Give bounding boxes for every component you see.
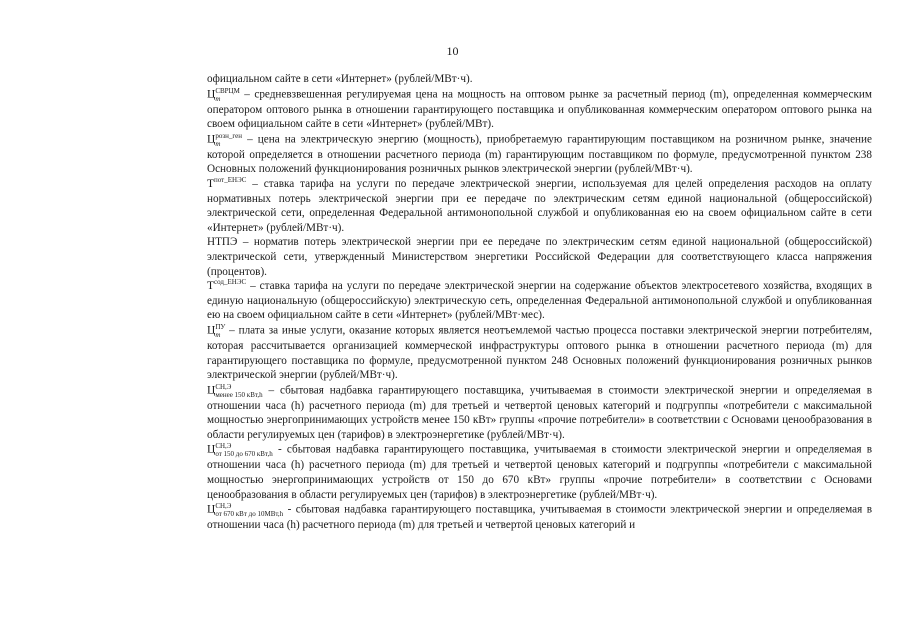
definition-text: – плата за иные услуги, оказание которых является неотъемлемой частью процесса поставки электрической энергии потребителям, которая рассчитывается организацией коммерческой инфраструктуры оптового рынка в отношении расчетного периода (m) для гарантирующего поставщика по формуле, предусмотренной пунктом 248 Основных положений функционирования розничных рынков электрической энергии (рублей/МВт·ч). <box>207 324 872 382</box>
definition-text: – средневзвешенная регулируемая цена на мощность на оптовом рынке за расчетный период (m), определенная коммерческим оператором оптового рынка в отношении гарантирующего поставщика и опубликованная коммерческим оператором оптового рынка на своем официальном сайте в сети «Интернет» (рублей/МВт). <box>207 88 872 131</box>
symbol-svrcm: Ц СВРЦМ m <box>207 86 240 103</box>
definition-text: – ставка тарифа на услуги по передаче электрической энергии, используемая для целей определения расходов на оплату нормативных потерь электрической энергии при ее передаче по электрическим сетям единой национальной (общероссийской) электрической сети, определенная Федеральной антимонопольной службой и опубликованная ею на своем официальном сайте в сети «Интернет» (рублей/МВт·ч). <box>207 177 872 234</box>
definition-rozn-gen <box>207 132 872 177</box>
definition-sn-under-150 <box>207 383 872 443</box>
intro-line: официальном сайте в сети «Интернет» (рублей/МВт·ч). <box>207 73 473 85</box>
definition-sn-670-10mw <box>207 502 872 533</box>
symbol-sn-670-10mw: Ц СН,Э от 670 кВт до 10МВт,h <box>207 502 284 519</box>
document-body <box>207 72 872 533</box>
symbol-pot-enes: $Т^{пот\_ЕНЭС}$ <box>207 175 247 190</box>
definition-ntpe: НТПЭ – норматив потерь электрической энергии при ее передаче по электрическим сетям единой национальной (общероссийской) электрической сети, утвержденный Министерством энергетики Российской Федерации для соответствующего класса напряжения (процентов). <box>207 236 872 278</box>
symbol-rozn-gen: Ц розн_ген m <box>207 131 242 148</box>
definition-pu <box>207 323 872 383</box>
definition-text: – цена на электрическую энергию (мощность), приобретаемую гарантирующим поставщиком на розничном рынке, значение которой определяется в отношении расчетного периода (m) гарантирующим поставщиком по формуле, предусмотренной пунктом 238 Основных положений функционирования розничных рынков электрической энергии (рублей/МВт·ч). <box>207 133 872 176</box>
definition-sod-enes <box>207 279 872 323</box>
symbol-sn-under-150: Ц СН,Э менее 150 кВт,h <box>207 382 263 399</box>
definition-svrcm <box>207 87 872 132</box>
definition-text: - сбытовая надбавка гарантирующего поставщика, учитываемая в стоимости электрической энергии и определяемая в отношении часа (h) расчетного периода (m) для третьей и четвертой ценовых категорий и подгруппы «потребители с максимальной мощностью энергопринимающих устройств от 150 до 670 кВт» группы «прочие потребители» в соответствии с Основами ценообразования в области регулируемых цен (тарифов) в электроэнергетике (рублей/МВт·ч). <box>207 444 872 501</box>
definition-text: - сбытовая надбавка гарантирующего поставщика, учитываемая в стоимости электрической энергии и определяемая в отношении часа (h) расчетного периода (m) для третьей и четвертой ценовых категорий и <box>207 503 872 532</box>
symbol-sn-150-670: Ц СН,Э от 150 до 670 кВт,h <box>207 442 273 459</box>
definition-sn-150-670 <box>207 442 872 502</box>
symbol-sod-enes: $Т^{сод\_ЕНЭС}$ <box>207 278 247 293</box>
page-number: 10 <box>446 44 459 58</box>
definition-pot-enes <box>207 177 872 235</box>
definition-text: – сбытовая надбавка гарантирующего поставщика, учитываемая в стоимости электрической энергии и определяемая в отношении часа (h) расчетного периода (m) для третьей и четвертой ценовых категорий и подгруппы «потребители с максимальной мощностью энергопринимающих устройств менее 150 кВт» группы «прочие потребители» в соответствии с Основами ценообразования в области регулируемых цен (тарифов) в электроэнергетике (рублей/МВт·ч). <box>207 384 872 441</box>
definition-text: – ставка тарифа на услуги по передаче электрической энергии на содержание объектов электросетевого хозяйства, входящих в единую национальную (общероссийскую) электрическую сеть, определенная Федеральной антимонопольной службой и опубликованная ею на своем официальном сайте в сети «Интернет» (рублей/МВт·мес). <box>207 280 872 322</box>
symbol-pu: Ц ПУ m <box>207 322 226 339</box>
